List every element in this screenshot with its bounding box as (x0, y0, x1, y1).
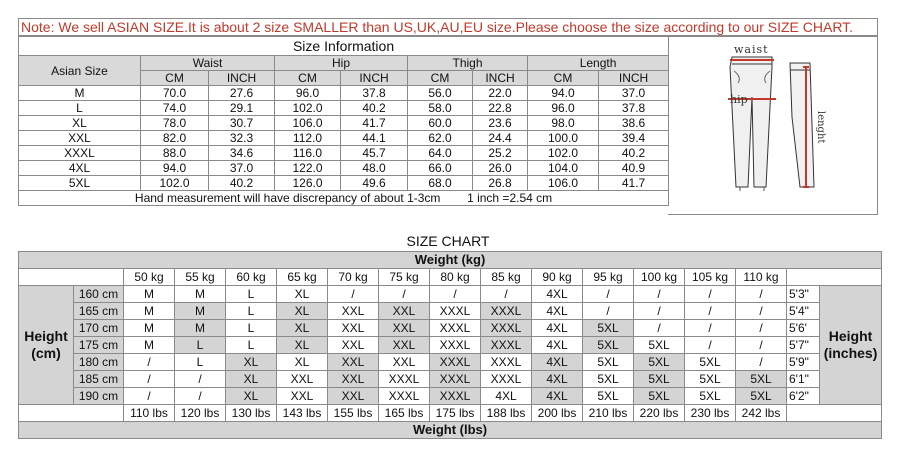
table-row (19, 286, 882, 303)
height-inch-value: 5'4" (787, 303, 820, 320)
size-cell: M (124, 320, 175, 337)
table-row (19, 388, 882, 405)
weight-kg-label: 90 kg (532, 269, 583, 286)
size-cell: XL (277, 286, 328, 303)
size-cell: 4XL (481, 388, 532, 405)
size-cell: 4XL (532, 337, 583, 354)
height-inch-value: 6'1" (787, 371, 820, 388)
size-cell: / (736, 303, 787, 320)
corner-cell (19, 269, 124, 286)
size-cell: / (736, 320, 787, 337)
size-cell: / (634, 286, 685, 303)
pants-diagram (668, 36, 878, 215)
measure-value: 98.0 (528, 116, 599, 131)
measure-value: 106.0 (275, 116, 341, 131)
measure-value: 122.0 (275, 161, 341, 176)
size-cell: XXXL (430, 337, 481, 354)
size-cell: / (175, 388, 226, 405)
table-row (19, 337, 882, 354)
size-cell: / (481, 286, 532, 303)
size-cell: / (124, 388, 175, 405)
group-header-waist: Waist (141, 56, 275, 71)
measure-value: 45.7 (341, 146, 408, 161)
size-cell: / (583, 303, 634, 320)
measure-value: 82.0 (141, 131, 209, 146)
weight-lbs-label: 110 lbs (124, 405, 175, 422)
weight-lbs-label: 220 lbs (634, 405, 685, 422)
size-cell: XXXL (481, 371, 532, 388)
measure-value: 60.0 (408, 116, 473, 131)
pants-measure-diagram (668, 37, 878, 216)
measure-value: 96.0 (528, 101, 599, 116)
weight-kg-header: Weight (kg) (19, 252, 882, 269)
weight-kg-label: 75 kg (379, 269, 430, 286)
size-chart-table (18, 251, 882, 439)
size-cell: XXXL (430, 354, 481, 371)
size-cell: / (685, 320, 736, 337)
weight-kg-label: 80 kg (430, 269, 481, 286)
size-cell: L (226, 337, 277, 354)
size-label: XXL (19, 131, 141, 146)
corner-cell (19, 405, 124, 422)
measure-value: 23.6 (473, 116, 528, 131)
size-label: XL (19, 116, 141, 131)
size-cell: / (175, 371, 226, 388)
weight-lbs-label: 155 lbs (328, 405, 379, 422)
size-cell: XXL (328, 354, 379, 371)
asian-size-header: Asian Size (19, 56, 141, 86)
unit-header: CM (275, 71, 341, 86)
measure-value: 96.0 (275, 86, 341, 101)
height-inches-label: Height (inches) (820, 286, 882, 405)
size-cell: XXL (328, 388, 379, 405)
size-cell: M (124, 303, 175, 320)
measure-value: 44.1 (341, 131, 408, 146)
height-cm-value: 160 cm (74, 286, 124, 303)
measure-value: 27.6 (209, 86, 275, 101)
weight-lbs-label: 175 lbs (430, 405, 481, 422)
measure-value: 32.3 (209, 131, 275, 146)
size-cell: L (226, 286, 277, 303)
group-header-hip: Hip (275, 56, 408, 71)
size-label: 5XL (19, 176, 141, 191)
measure-value: 102.0 (275, 101, 341, 116)
size-cell: L (226, 303, 277, 320)
measure-value: 62.0 (408, 131, 473, 146)
size-cell: XXXL (430, 303, 481, 320)
size-cell: L (175, 337, 226, 354)
measure-value: 116.0 (275, 146, 341, 161)
measure-value: 37.8 (599, 101, 669, 116)
size-label: L (19, 101, 141, 116)
weight-lbs-label: 165 lbs (379, 405, 430, 422)
size-cell: XXXL (481, 354, 532, 371)
size-cell: XXL (277, 388, 328, 405)
size-cell: XL (277, 354, 328, 371)
size-cell: 4XL (532, 354, 583, 371)
size-cell: L (226, 320, 277, 337)
table-row (19, 101, 669, 116)
measurement-footer: Hand measurement will have discrepancy of about 1-3cm 1 inch =2.54 cm (19, 191, 669, 206)
size-cell: 4XL (532, 388, 583, 405)
hip-label: hip (730, 93, 748, 106)
measure-value: 37.0 (599, 86, 669, 101)
size-cell: 5XL (685, 388, 736, 405)
unit-header: INCH (473, 71, 528, 86)
measure-value: 70.0 (141, 86, 209, 101)
corner-cell (787, 269, 882, 286)
weight-lbs-label: 120 lbs (175, 405, 226, 422)
measure-value: 106.0 (528, 176, 599, 191)
weight-kg-label: 100 kg (634, 269, 685, 286)
size-cell: 5XL (685, 354, 736, 371)
size-cell: M (175, 303, 226, 320)
group-header-thigh: Thigh (408, 56, 528, 71)
unit-header: INCH (209, 71, 275, 86)
table-row (19, 116, 669, 131)
size-cell: M (175, 320, 226, 337)
size-cell: 4XL (532, 303, 583, 320)
measure-value: 40.2 (209, 176, 275, 191)
measure-value: 64.0 (408, 146, 473, 161)
table-row (19, 161, 669, 176)
measure-value: 112.0 (275, 131, 341, 146)
height-cm-value: 170 cm (74, 320, 124, 337)
size-cell: / (736, 337, 787, 354)
size-cell: 5XL (634, 354, 685, 371)
weight-kg-label: 95 kg (583, 269, 634, 286)
measure-value: 49.6 (341, 176, 408, 191)
table-row (19, 354, 882, 371)
unit-header: CM (528, 71, 599, 86)
size-cell: 5XL (583, 337, 634, 354)
length-label: lenght (815, 111, 826, 144)
measure-value: 56.0 (408, 86, 473, 101)
weight-kg-label: 50 kg (124, 269, 175, 286)
table-row (19, 320, 882, 337)
weight-lbs-label: 230 lbs (685, 405, 736, 422)
size-cell: / (124, 371, 175, 388)
size-cell: XXXL (379, 388, 430, 405)
measure-value: 40.2 (341, 101, 408, 116)
table-row (19, 146, 669, 161)
measure-value: 22.8 (473, 101, 528, 116)
size-cell: XXL (328, 303, 379, 320)
size-cell: XL (277, 303, 328, 320)
size-cell: 5XL (634, 337, 685, 354)
measure-value: 38.6 (599, 116, 669, 131)
measure-value: 126.0 (275, 176, 341, 191)
size-cell: XXL (379, 320, 430, 337)
weight-kg-label: 60 kg (226, 269, 277, 286)
size-cell: XL (277, 320, 328, 337)
height-cm-value: 185 cm (74, 371, 124, 388)
size-cell: XL (226, 354, 277, 371)
size-cell: / (379, 286, 430, 303)
height-cm-value: 180 cm (74, 354, 124, 371)
size-cell: XXXL (430, 388, 481, 405)
size-label: XXXL (19, 146, 141, 161)
measure-value: 40.2 (599, 146, 669, 161)
size-cell: XXXL (430, 320, 481, 337)
unit-header: INCH (599, 71, 669, 86)
size-cell: XXXL (481, 337, 532, 354)
unit-header: INCH (341, 71, 408, 86)
size-cell: XXL (379, 303, 430, 320)
height-inch-value: 5'7" (787, 337, 820, 354)
measure-value: 100.0 (528, 131, 599, 146)
weight-lbs-label: 210 lbs (583, 405, 634, 422)
measure-value: 78.0 (141, 116, 209, 131)
measure-value: 37.8 (341, 86, 408, 101)
height-inch-value: 5'9" (787, 354, 820, 371)
size-cell: / (583, 286, 634, 303)
measure-value: 26.8 (473, 176, 528, 191)
size-info-title: Size Information (19, 37, 669, 56)
weight-kg-label: 110 kg (736, 269, 787, 286)
measure-value: 102.0 (528, 146, 599, 161)
size-cell: XXL (277, 371, 328, 388)
weight-lbs-label: 242 lbs (736, 405, 787, 422)
size-note: Note: We sell ASIAN SIZE.It is about 2 size SMALLER than US,UK,AU,EU size.Please choose the size according to our SIZE CHART. (18, 18, 878, 36)
size-cell: 4XL (532, 286, 583, 303)
height-cm-value: 165 cm (74, 303, 124, 320)
size-cell: XL (226, 371, 277, 388)
height-inch-value: 5'3" (787, 286, 820, 303)
size-label: 4XL (19, 161, 141, 176)
size-cell: XXXL (430, 371, 481, 388)
size-information-table (18, 36, 669, 206)
height-cm-label: Height (cm) (19, 286, 74, 405)
size-cell: XL (277, 337, 328, 354)
corner-cell (787, 405, 882, 422)
measure-value: 30.7 (209, 116, 275, 131)
weight-kg-label: 70 kg (328, 269, 379, 286)
measure-value: 68.0 (408, 176, 473, 191)
size-cell: 4XL (532, 320, 583, 337)
measure-value: 48.0 (341, 161, 408, 176)
table-row (19, 131, 669, 146)
size-cell: / (736, 354, 787, 371)
measure-value: 66.0 (408, 161, 473, 176)
measure-value: 94.0 (528, 86, 599, 101)
measure-value: 26.0 (473, 161, 528, 176)
measure-value: 39.4 (599, 131, 669, 146)
measure-value: 104.0 (528, 161, 599, 176)
size-cell: / (736, 286, 787, 303)
height-inch-value: 6'2" (787, 388, 820, 405)
size-cell: / (430, 286, 481, 303)
size-cell: XXL (328, 371, 379, 388)
waist-label: waist (734, 43, 769, 56)
group-header-length: Length (528, 56, 669, 71)
measure-value: 102.0 (141, 176, 209, 191)
measure-value: 22.0 (473, 86, 528, 101)
height-cm-value: 190 cm (74, 388, 124, 405)
size-cell: / (328, 286, 379, 303)
size-cell: 4XL (532, 371, 583, 388)
height-cm-value: 175 cm (74, 337, 124, 354)
size-cell: XL (226, 388, 277, 405)
measure-value: 29.1 (209, 101, 275, 116)
size-cell: XXL (379, 337, 430, 354)
table-row (19, 176, 669, 191)
size-cell: 5XL (583, 388, 634, 405)
size-cell: L (175, 354, 226, 371)
size-chart-title: SIZE CHART (406, 233, 490, 249)
size-cell: / (685, 286, 736, 303)
size-cell: M (175, 286, 226, 303)
height-inch-value: 5'6' (787, 320, 820, 337)
weight-kg-label: 85 kg (481, 269, 532, 286)
size-cell: 5XL (583, 354, 634, 371)
weight-lbs-header: Weight (lbs) (19, 422, 882, 439)
measure-value: 88.0 (141, 146, 209, 161)
unit-header: CM (408, 71, 473, 86)
measure-value: 41.7 (599, 176, 669, 191)
weight-lbs-label: 200 lbs (532, 405, 583, 422)
size-cell: XXXL (481, 303, 532, 320)
size-cell: 5XL (634, 371, 685, 388)
measure-value: 40.9 (599, 161, 669, 176)
size-cell: XXXL (481, 320, 532, 337)
table-row (19, 371, 882, 388)
weight-kg-label: 105 kg (685, 269, 736, 286)
weight-lbs-label: 143 lbs (277, 405, 328, 422)
measure-value: 58.0 (408, 101, 473, 116)
weight-lbs-label: 130 lbs (226, 405, 277, 422)
measure-value: 24.4 (473, 131, 528, 146)
size-cell: 5XL (634, 388, 685, 405)
size-cell: / (685, 337, 736, 354)
table-row (19, 86, 669, 101)
measure-value: 41.7 (341, 116, 408, 131)
size-cell: / (634, 320, 685, 337)
measure-value: 74.0 (141, 101, 209, 116)
size-cell: XXL (328, 337, 379, 354)
size-label: M (19, 86, 141, 101)
size-cell: / (634, 303, 685, 320)
size-cell: 5XL (583, 371, 634, 388)
size-cell: 5XL (736, 371, 787, 388)
size-cell: XXL (379, 354, 430, 371)
weight-kg-label: 65 kg (277, 269, 328, 286)
size-cell: XXXL (379, 371, 430, 388)
size-cell: 5XL (736, 388, 787, 405)
size-cell: M (124, 337, 175, 354)
unit-header: CM (141, 71, 209, 86)
size-cell: / (685, 303, 736, 320)
weight-kg-label: 55 kg (175, 269, 226, 286)
size-cell: XXL (328, 320, 379, 337)
weight-lbs-label: 188 lbs (481, 405, 532, 422)
size-cell: / (124, 354, 175, 371)
size-cell: M (124, 286, 175, 303)
table-row (19, 303, 882, 320)
measure-value: 25.2 (473, 146, 528, 161)
size-cell: 5XL (685, 371, 736, 388)
measure-value: 34.6 (209, 146, 275, 161)
size-cell: 5XL (583, 320, 634, 337)
measure-value: 94.0 (141, 161, 209, 176)
measure-value: 37.0 (209, 161, 275, 176)
